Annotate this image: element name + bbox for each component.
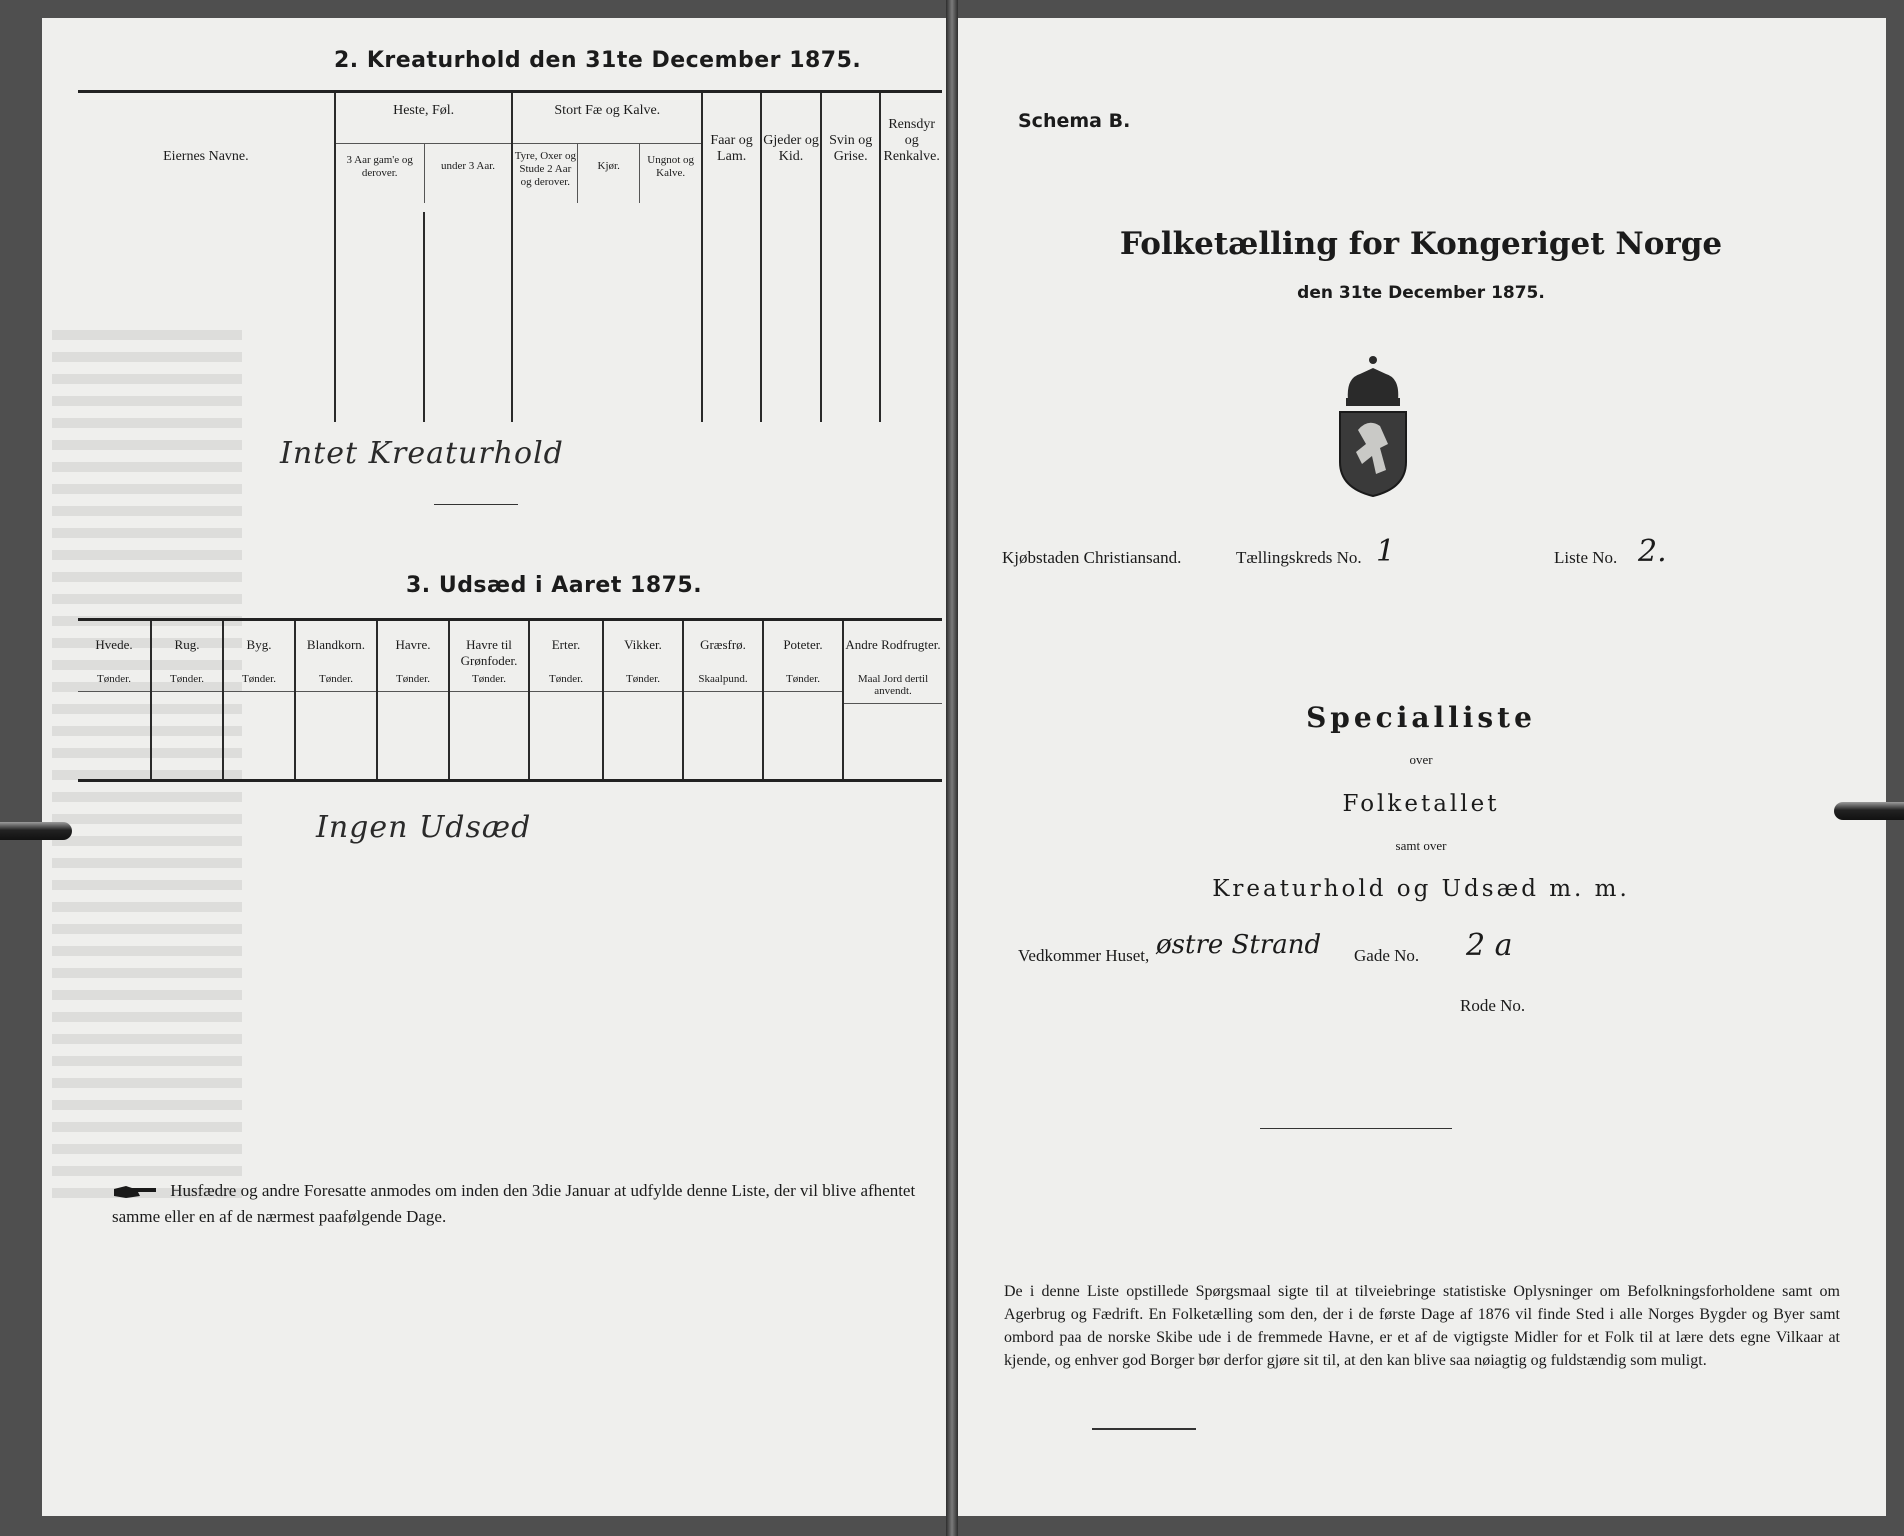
seed-column-label: Blandkorn. <box>306 637 366 652</box>
horses-adult-header: 3 Aar gam'e og derover. <box>346 154 413 179</box>
house-label: Vedkommer Huset, <box>1018 946 1150 965</box>
creature-table <box>78 90 942 422</box>
cattle-cows-header: Kjør. <box>577 144 639 203</box>
horses-adult-cell <box>335 212 424 422</box>
horses-young-header: under 3 Aar. <box>424 144 512 203</box>
owner-name-header: Eiernes Navne. <box>78 92 335 212</box>
owner-cell <box>78 212 335 422</box>
seed-column-unit: Tønder. <box>152 673 222 692</box>
signature-line-top <box>1260 1128 1452 1129</box>
district-value: 1 <box>1376 534 1396 569</box>
instructions-notice <box>112 1178 932 1230</box>
seed-column <box>528 621 602 779</box>
seed-column-label: Vikker. <box>624 637 662 652</box>
seed-column <box>78 621 150 779</box>
seed-column-unit: Maal Jord dertil anvendt. <box>844 673 942 704</box>
samt-over-text: samt over <box>1395 838 1447 853</box>
short-divider <box>434 504 518 505</box>
left-page-clip <box>0 822 72 840</box>
seed-column <box>150 621 222 779</box>
seed-column-unit: Tønder. <box>378 673 448 692</box>
creature-section-title: 2. Kreaturhold den 31te December 1875. <box>334 48 862 73</box>
census-title: Folketælling for Kongeriget Norge <box>1119 226 1723 262</box>
seed-column-unit: Tønder. <box>224 673 294 692</box>
seed-column <box>448 621 528 779</box>
rode-label: Rode No. <box>1460 996 1526 1015</box>
book-gutter <box>946 0 958 1536</box>
seed-column-label: Byg. <box>246 637 272 652</box>
pigs-cell <box>821 212 880 422</box>
pigs-header: Svin og Grise. <box>821 92 880 212</box>
cattle-header: Stort Fæ og Kalve. Tyre, Oxer og Stude 2 Aar og derover. Kjør. Ungnot og Kalve. <box>512 92 702 212</box>
seed-column <box>842 621 942 779</box>
gade-value: 2 a <box>1466 928 1513 963</box>
seed-column-unit: Tønder. <box>296 673 376 692</box>
norway-coat-of-arms-icon <box>1330 352 1416 498</box>
seed-column-unit: Tønder. <box>604 673 682 692</box>
seed-column-label: Græsfrø. <box>700 637 746 652</box>
seed-column <box>376 621 448 779</box>
notice-text: Husfædre og andre Foresatte anmodes om inden den 3die Januar at udfylde denne Liste, der vil blive afhentet samme eller en af de nærmest paafølgende Dage. <box>112 1181 916 1226</box>
seed-column-label: Andre Rodfrugter. <box>845 637 941 652</box>
seed-column <box>682 621 762 779</box>
street-value: østre Strand <box>1156 930 1322 960</box>
signature-line-bottom <box>1092 1428 1196 1430</box>
handwritten-no-seed: Ingen Udsæd <box>316 810 532 845</box>
over-text: over <box>1409 752 1433 767</box>
handwritten-no-livestock: Intet Kreaturhold <box>280 436 564 471</box>
sheep-header: Faar og Lam. <box>702 92 761 212</box>
sheep-cell <box>702 212 761 422</box>
bleed-through-text <box>42 318 252 1488</box>
kreaturhold-heading: Kreaturhold og Udsæd m. m. <box>1212 876 1630 902</box>
horses-header: Heste, Føl. 3 Aar gam'e og derover. under 3 Aar. <box>335 92 513 212</box>
seed-column-label: Poteter. <box>783 637 823 652</box>
reindeer-header: Rensdyr og Renkalve. <box>880 92 942 212</box>
goats-header: Gjeder og Kid. <box>761 92 821 212</box>
district-label: Tællingskreds No. <box>1236 548 1362 567</box>
seed-column <box>602 621 682 779</box>
seed-section-title: 3. Udsæd i Aaret 1875. <box>406 573 703 598</box>
town-label: Kjøbstaden Christiansand. <box>1002 548 1182 567</box>
pointing-hand-icon <box>112 1183 158 1201</box>
seed-column-label: Hvede. <box>95 637 133 652</box>
seed-column-label: Havre. <box>395 637 431 652</box>
horses-young-cell <box>424 212 513 422</box>
goats-cell <box>761 212 821 422</box>
right-page <box>956 18 1886 1516</box>
cattle-oxen-header: Tyre, Oxer og Stude 2 Aar og derover. <box>514 150 576 188</box>
explanatory-paragraph: De i denne Liste opstillede Spørgsmaal sigte til at tilveiebringe statistiske Oplysninger om Befolkningsforholdene samt om Agerbrug og Fædrift. En Folketælling som den, der i de første Dage af 1876 vil finde Sted i alle Norges Bygder og Byer samt ombord paa de norske Skibe ude i de fremmede Havne, er et af de vigtigste Midler for et Folk til at lære dets egne Vilkaar at kjende, og enhver god Borger bør derfor gjøre sit til, at den kan blive saa nøiagtig og fuldstændig som muligt. <box>1004 1283 1840 1369</box>
seed-column-unit: Tønder. <box>764 673 842 692</box>
seed-column <box>222 621 294 779</box>
seed-column-label: Erter. <box>551 637 581 652</box>
reindeer-cell <box>880 212 942 422</box>
seed-column <box>762 621 842 779</box>
seed-column-unit: Tønder. <box>78 673 150 692</box>
specialliste-heading: Specialliste <box>1306 701 1536 734</box>
seed-column-unit: Tønder. <box>450 673 528 692</box>
seed-column-unit: Tønder. <box>530 673 602 692</box>
folketallet-heading: Folketallet <box>1342 791 1500 817</box>
seed-table <box>78 618 942 782</box>
seed-column-unit: Skaalpund. <box>684 673 762 692</box>
gade-label: Gade No. <box>1354 946 1420 965</box>
cattle-cell <box>512 212 702 422</box>
schema-label: Schema B. <box>1018 110 1131 132</box>
left-page <box>42 18 948 1516</box>
list-label: Liste No. <box>1554 548 1618 567</box>
cattle-calves-header: Ungnot og Kalve. <box>639 144 701 203</box>
list-value: 2. <box>1638 534 1667 569</box>
seed-column-label: Rug. <box>174 637 200 652</box>
seed-column <box>294 621 376 779</box>
census-date: den 31te December 1875. <box>1297 283 1545 303</box>
right-page-clip <box>1834 802 1904 820</box>
seed-column-label: Havre til Grønfoder. <box>460 637 518 668</box>
